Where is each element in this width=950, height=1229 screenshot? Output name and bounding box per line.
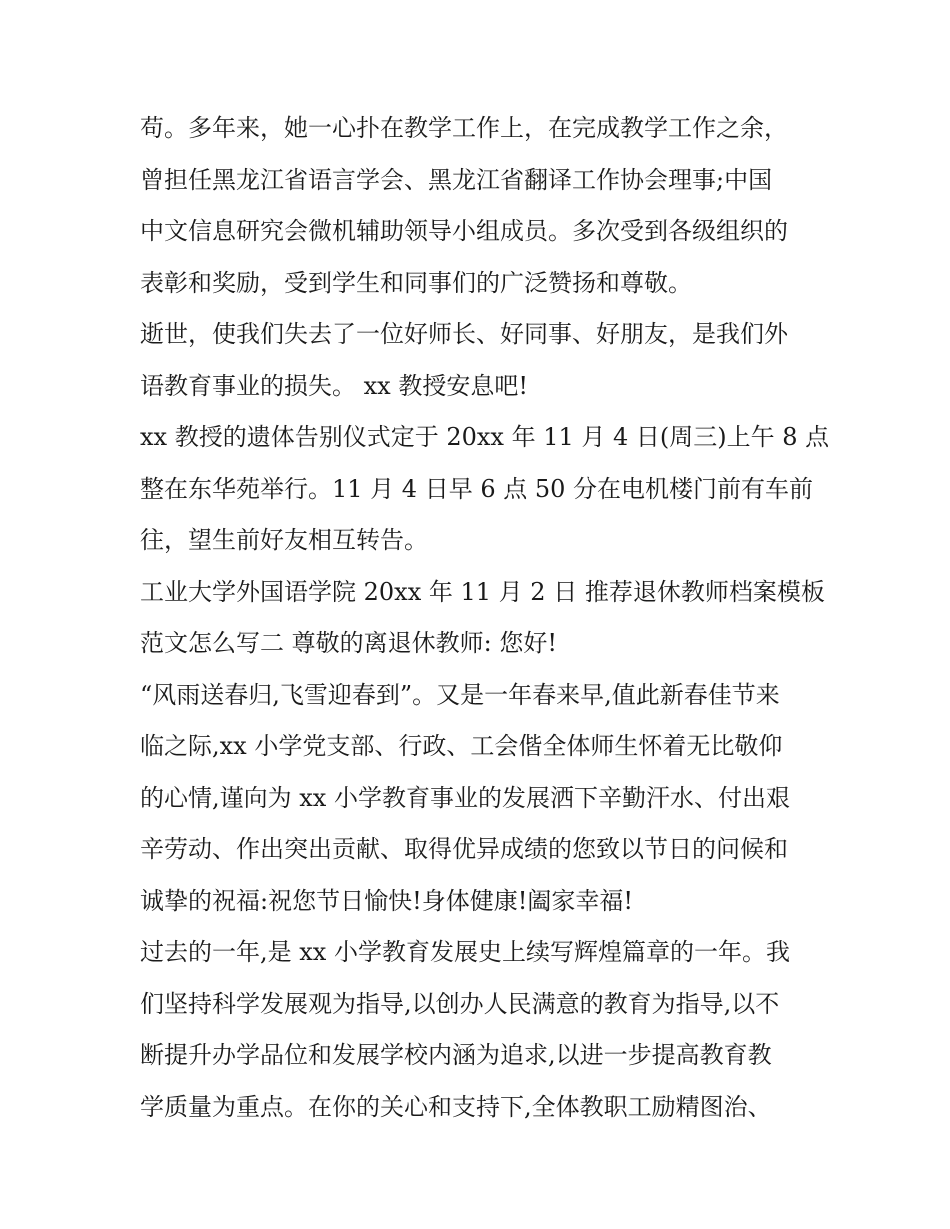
text-line: 临之际,xx 小学党支部、行政、工会偕全体师生怀着无比敬仰 [140,732,783,760]
text-line: 学质量为重点。在你的关心和支持下,全体教职工励精图治、 [140,1092,772,1121]
text-line: 断提升办学品位和发展学校内涵为追求,以进一步提高教育教 [140,1041,772,1069]
document-body [140,103,830,1133]
text-line: 苟。多年来，她一心扑在教学工作上，在完成教学工作之余， [140,114,788,142]
text-line: 语教育事业的损失。 xx 教授安息吧! [140,371,528,400]
text-line: 范文怎么写二 尊敬的离退休教师: 您好! [140,629,557,657]
text-line: 辛劳动、作出突出贡献、取得优异成绩的您致以节日的问候和 [140,835,788,863]
text-line: “风雨送春归,飞雪迎春到”。又是一年春来早,值此新春佳节来 [140,680,780,709]
text-line: 曾担任黑龙江省语言学会、黑龙江省翻译工作协会理事;中国 [140,165,773,194]
text-line: 诚挚的祝福:祝您节日愉快!身体健康!阖家幸福! [140,886,634,915]
text-line: 们坚持科学发展观为指导,以创办人民满意的教育为指导,以不 [140,989,780,1018]
text-line: 整在东华苑举行。11 月 4 日早 6 点 50 分在电机楼门前有车前 [140,474,814,503]
text-line: 的心情,谨向为 xx 小学教育事业的发展洒下辛勤汗水、付出艰 [140,783,790,812]
text-line: 表彰和奖励，受到学生和同事们的广泛赞扬和尊敬。 [140,268,692,297]
text-line: 逝世，使我们失去了一位好师长、好同事、好朋友，是我们外 [140,320,788,348]
text-line: 工业大学外国语学院 20xx 年 11 月 2 日 推荐退休教师档案模板 [140,577,825,606]
text-line: 往，望生前好友相互转告。 [140,526,428,554]
text-line: 过去的一年,是 xx 小学教育发展史上续写辉煌篇章的一年。我 [140,938,790,966]
text-line: xx 教授的遗体告别仪式定于 20xx 年 11 月 4 日(周三)上午 8 点 [140,423,830,451]
text-line: 中文信息研究会微机辅助领导小组成员。多次受到各级组织的 [140,217,788,245]
